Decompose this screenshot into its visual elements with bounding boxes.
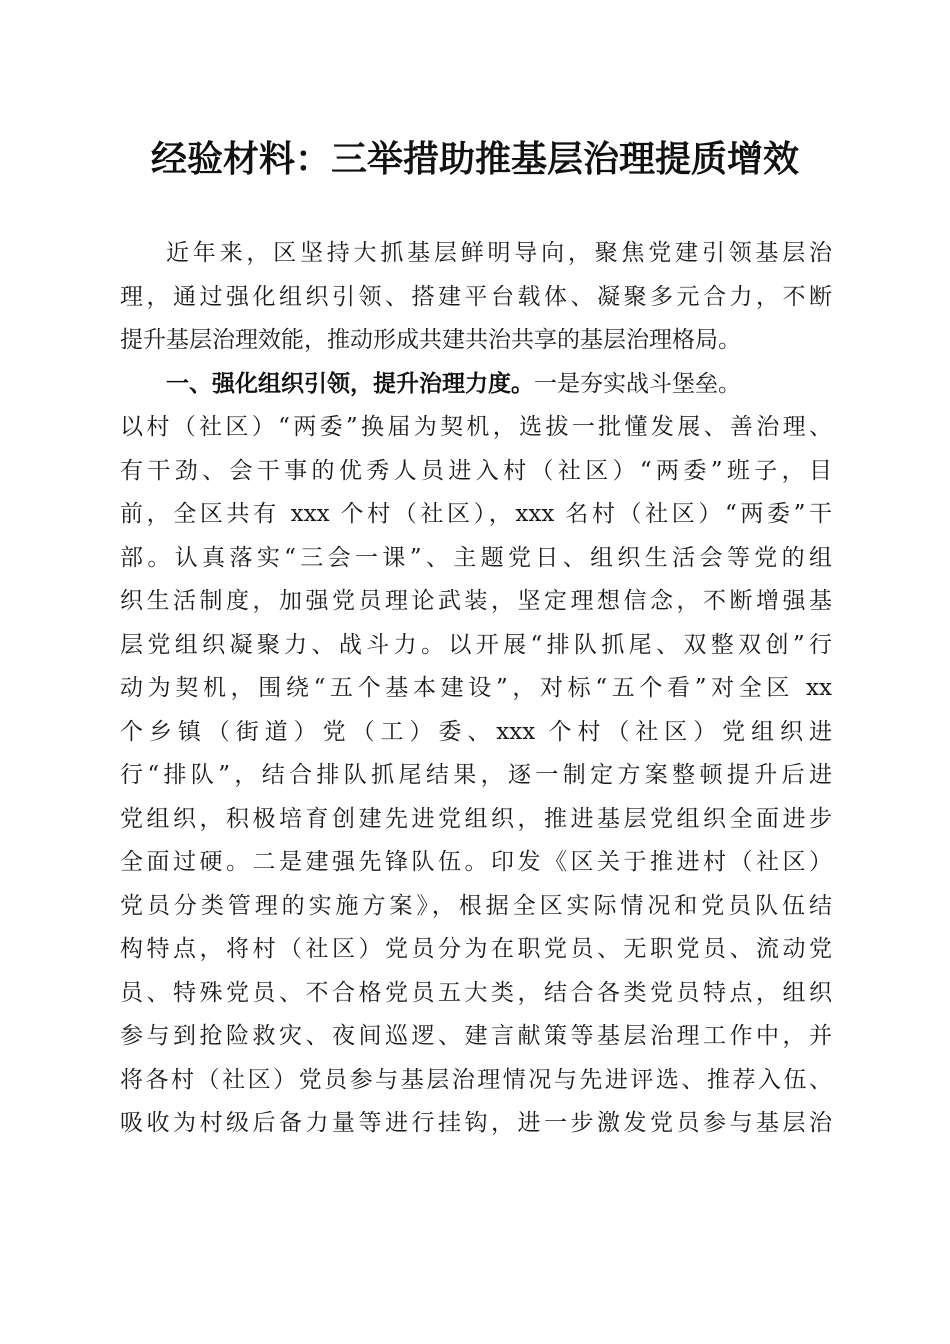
paragraph-line: 行“排队”，结合排队抓尾结果，逐一制定方案整顿提升后进: [120, 762, 832, 788]
paragraph-line: 以村（社区）“两委”换届为契机，选拔一批懂发展、善治理、: [120, 414, 832, 440]
paragraph-line: 将各村（社区）党员参与基层治理情况与先进评选、推荐入伍、: [120, 1066, 832, 1093]
paragraph-line: 动为契机，围绕“五个基本建设”，对标“五个看”对全区 xx: [120, 675, 832, 701]
paragraph-line: 提升基层治理效能，推动形成共建共治共享的基层治理格局。: [120, 327, 741, 353]
paragraph-line: 层党组织凝聚力、战斗力。以开展“排队抓尾、双整双创”行: [120, 631, 832, 658]
paragraph-line: 构特点，将村（社区）党员分为在职党员、无职党员、流动党: [120, 936, 832, 962]
paragraph-line: 参与到抢险救灾、夜间巡逻、建言献策等基层治理工作中，并: [120, 1023, 832, 1049]
paragraph-line: 前，全区共有 xxx 个村（社区），xxx 名村（社区）“两委”干: [120, 501, 832, 527]
paragraph-line: 党组织，积极培育创建先进党组织，推进基层党组织全面进步: [120, 805, 832, 832]
document-body: [120, 232, 832, 1146]
section-first-line: [120, 363, 832, 407]
section-heading: 一、强化组织引领，提升治理力度。: [166, 370, 534, 397]
paragraph-line: 近年来，区坚持大抓基层鲜明导向，聚焦党建引领基层治: [166, 240, 832, 266]
paragraph-line: 吸收为村级后备力量等进行挂钩，进一步激发党员参与基层治: [120, 1110, 832, 1136]
paragraph-line: 党员分类管理的实施方案》，根据全区实际情况和党员队伍结: [120, 892, 832, 919]
paragraph-line: 理，通过强化组织引领、搭建平台载体、凝聚多元合力，不断: [120, 283, 832, 310]
section-lead-text: 一是夯实战斗堡垒。: [534, 370, 741, 397]
document-title: 经验材料：三举措助推基层治理提质增效: [150, 138, 799, 180]
paragraph-line: 员、特殊党员、不合格党员五大类，结合各类党员特点，组织: [120, 979, 832, 1006]
paragraph-line: 有干劲、会干事的优秀人员进入村（社区）“两委”班子，目: [120, 457, 832, 484]
paragraph-line: 个乡镇（街道）党（工）委、xxx 个村（社区）党组织进: [120, 718, 832, 745]
paragraph-line: 全面过硬。二是建强先锋队伍。印发《区关于推进村（社区）: [120, 849, 832, 875]
paragraph-line: 部。认真落实“三会一课”、主题党日、组织生活会等党的组: [120, 544, 832, 571]
paragraph-line: 织生活制度，加强党员理论武装，坚定理想信念，不断增强基: [120, 588, 832, 614]
